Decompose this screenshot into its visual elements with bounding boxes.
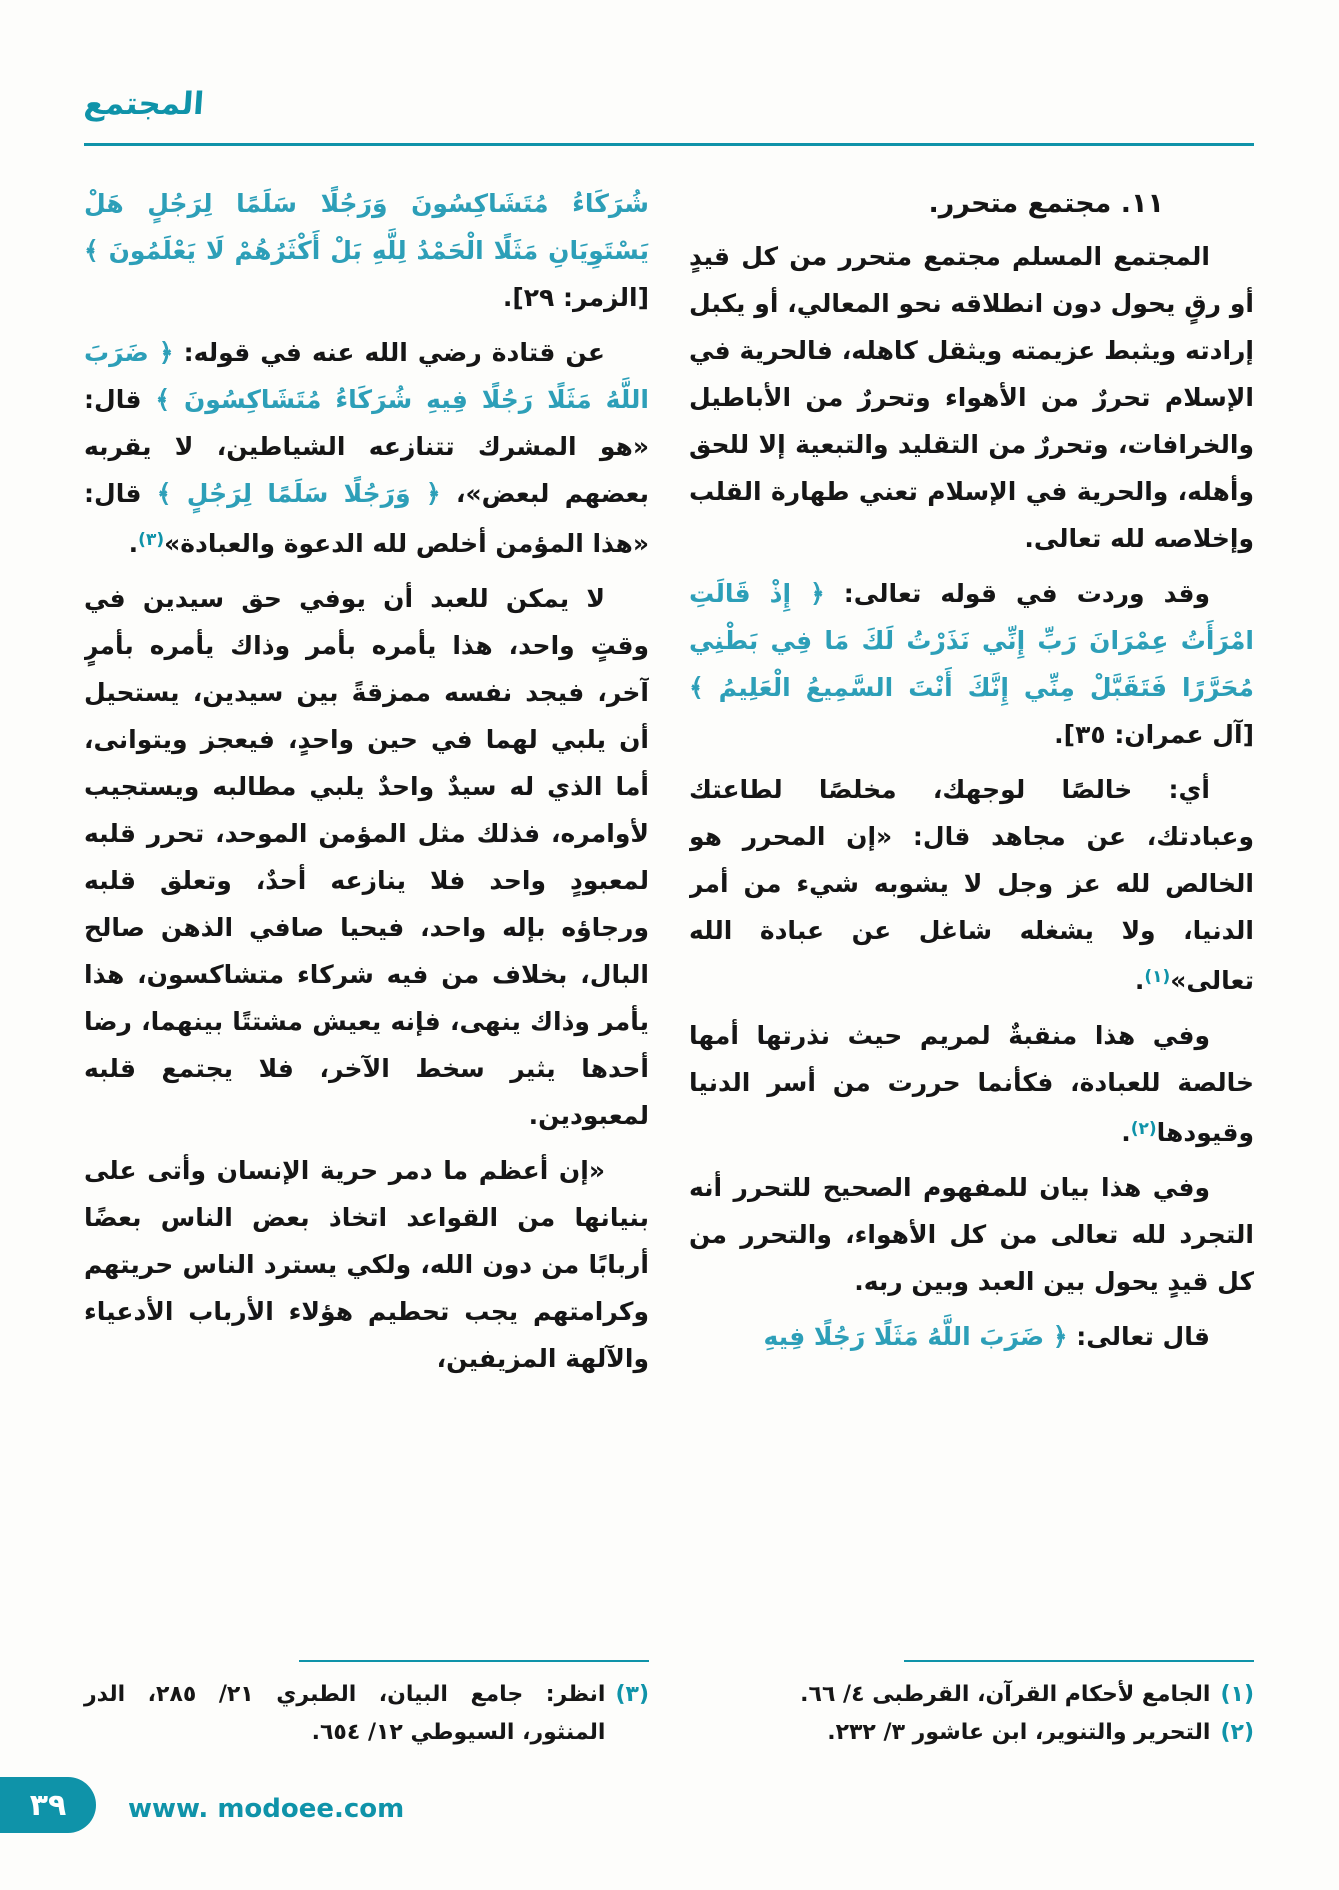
footnote bbox=[689, 1676, 1254, 1714]
footnote-separator bbox=[299, 1660, 649, 1662]
page-number: ٣٩ bbox=[29, 1787, 67, 1823]
running-header-title: المجتمع bbox=[82, 86, 206, 122]
paragraph bbox=[689, 233, 1254, 562]
footnote-separator bbox=[904, 1660, 1254, 1662]
paragraph bbox=[689, 570, 1254, 758]
footnote-number: (٢) bbox=[1220, 1720, 1254, 1745]
header-rule bbox=[84, 143, 1254, 146]
paragraph bbox=[84, 329, 649, 567]
website-link[interactable]: www. modoee.com bbox=[128, 1794, 405, 1824]
footnote bbox=[689, 1714, 1254, 1752]
body-text: أي: خالصًا لوجهك، مخلصًا لطاعتك وعبادتك، عن مجاهد قال: «إن المحرر هو الخالص لله عز وجل لا يشوبه شيء من أمر الدنيا، ولا يشغله شاغل عن عبادة الله تعالى» bbox=[689, 775, 1254, 995]
footnote-number: (٣) bbox=[615, 1682, 649, 1707]
footnote-text: التحرير والتنوير، ابن عاشور ٣/ ٢٣٢. bbox=[827, 1720, 1211, 1745]
footnote-text: انظر: جامع البيان، الطبري ٢١/ ٢٨٥، الدر المنثور، السيوطي ١٢/ ٦٥٤. bbox=[84, 1682, 606, 1745]
footnote-number: (١) bbox=[1220, 1682, 1254, 1707]
paragraph bbox=[689, 1012, 1254, 1156]
paragraph bbox=[689, 1164, 1254, 1305]
footnote-list bbox=[84, 1676, 649, 1752]
body-text: . bbox=[128, 529, 139, 558]
quran-verse: ﴿ ضَرَبَ اللَّهُ مَثَلًا رَجُلًا فِيهِ شُرَكَاءُ مُتَشَاكِسُونَ ﴾ bbox=[84, 338, 649, 414]
text-columns bbox=[84, 180, 1254, 1752]
column-left bbox=[84, 180, 649, 1752]
footnote-ref: (٣) bbox=[138, 530, 165, 550]
paragraph bbox=[84, 1147, 649, 1382]
column-right-footnotes bbox=[689, 1654, 1254, 1752]
section-heading bbox=[689, 180, 1254, 227]
footnote bbox=[84, 1676, 649, 1752]
footnote-ref: (١) bbox=[1144, 967, 1171, 987]
quran-verse: ﴿ وَرَجُلًا سَلَمًا لِرَجُلٍ ﴾ bbox=[156, 479, 441, 508]
body-text: وقد وردت في قوله تعالى: bbox=[824, 579, 1210, 608]
body-text: . bbox=[1121, 1118, 1131, 1147]
quran-verse: ﴿ ضَرَبَ اللَّهُ مَثَلًا رَجُلًا فِيهِ bbox=[763, 1322, 1068, 1351]
body-text: قال تعالى: bbox=[1067, 1322, 1210, 1351]
body-text: [آل عمران: ٣٥]. bbox=[1054, 720, 1254, 749]
paragraph bbox=[689, 1313, 1254, 1360]
column-left-footnotes bbox=[84, 1654, 649, 1752]
body-text: «إن أعظم ما دمر حرية الإنسان وأتى على بنيانها من القواعد اتخاذ بعض الناس بعضًا أربابًا من دون الله، ولكي يسترد الناس حريتهم وكرامتهم يجب تحطيم هؤلاء الأرباب الأدعياء والآلهة المزيفين، bbox=[84, 1156, 649, 1373]
body-text: قال: «هذا المؤمن أخلص لله الدعوة والعبادة» bbox=[84, 479, 649, 558]
paragraph bbox=[84, 180, 649, 321]
body-text: ١١. مجتمع متحرر. bbox=[928, 188, 1164, 219]
footnote-list bbox=[689, 1676, 1254, 1752]
body-text: لا يمكن للعبد أن يوفي حق سيدين في وقتٍ واحد، هذا يأمره بأمر وذاك يأمره بأمرٍ آخر، فيجد نفسه ممزقةً بين سيدين، يستحيل أن يلبي لهما في حين واحدٍ، فيعجز ويتوانى، أما الذي له سيدٌ واحدٌ يلبي مطالبه ويستجيب لأوامره، فذلك مثل المؤمن الموحد، تحرر قلبه لمعبودٍ واحد فلا ينازعه أحدٌ، وتعلق قلبه ورجاؤه بإله واحد، فيحيا صافي الذهن صالح البال، بخلاف من فيه شركاء متشاكسون، هذا يأمر وذاك ينهى، فإنه يعيش مشتتًا بينهما، رضا أحدها يثير سخط الآخر، فلا يجتمع قلبه لمعبودين. bbox=[84, 584, 649, 1130]
quran-verse: شُرَكَاءُ مُتَشَاكِسُونَ وَرَجُلًا سَلَمًا لِرَجُلٍ هَلْ يَسْتَوِيَانِ مَثَلًا الْحَمْدُ لِلَّهِ بَلْ أَكْثَرُهُمْ لَا يَعْلَمُونَ ﴾ bbox=[84, 189, 649, 265]
footnote-text: الجامع لأحكام القرآن، القرطبى ٤/ ٦٦. bbox=[800, 1682, 1211, 1707]
page-number-tab bbox=[0, 1777, 96, 1833]
body-text: [الزمر: ٢٩]. bbox=[502, 283, 649, 312]
footnote-ref: (٢) bbox=[1130, 1119, 1157, 1139]
body-text: وفي هذا بيان للمفهوم الصحيح للتحرر أنه التجرد لله تعالى من كل الأهواء، والتحرر من كل قيدٍ يحول بين العبد وبين ربه. bbox=[689, 1173, 1254, 1296]
column-left-content bbox=[84, 180, 649, 1654]
body-text: قال: «هو المشرك تتنازعه الشياطين، لا يقربه بعضهم لبعض»، bbox=[84, 385, 649, 508]
body-text: المجتمع المسلم مجتمع متحرر من كل قيدٍ أو رقٍ يحول دون انطلاقه نحو المعالي، أو يكبل إرادته ويثبط عزيمته ويثقل كاهله، فالحرية في الإسلام تحررٌ من الأهواء وتحررٌ من الأباطيل والخرافات، وتحررٌ من التقليد والتبعية إلا للحق وأهله، والحرية في الإسلام تعني طهارة القلب وإخلاصه لله تعالى. bbox=[689, 242, 1254, 553]
body-text: . bbox=[1134, 966, 1145, 995]
body-text: وفي هذا منقبةٌ لمريم حيث نذرتها أمها خالصة للعبادة، فكأنما حررت من أسر الدنيا وقيودها bbox=[689, 1021, 1254, 1147]
body-text: عن قتادة رضي الله عنه في قوله: bbox=[173, 338, 605, 367]
column-right-content bbox=[689, 180, 1254, 1654]
column-right bbox=[689, 180, 1254, 1752]
quran-verse: ﴿ إِذْ قَالَتِ امْرَأَتُ عِمْرَانَ رَبِّ إِنِّي نَذَرْتُ لَكَ مَا فِي بَطْنِي مُحَرَّرًا فَتَقَبَّلْ مِنِّي إِنَّكَ أَنْتَ السَّمِيعُ الْعَلِيمُ ﴾ bbox=[689, 579, 1254, 702]
paragraph bbox=[84, 575, 649, 1139]
paragraph bbox=[689, 766, 1254, 1004]
